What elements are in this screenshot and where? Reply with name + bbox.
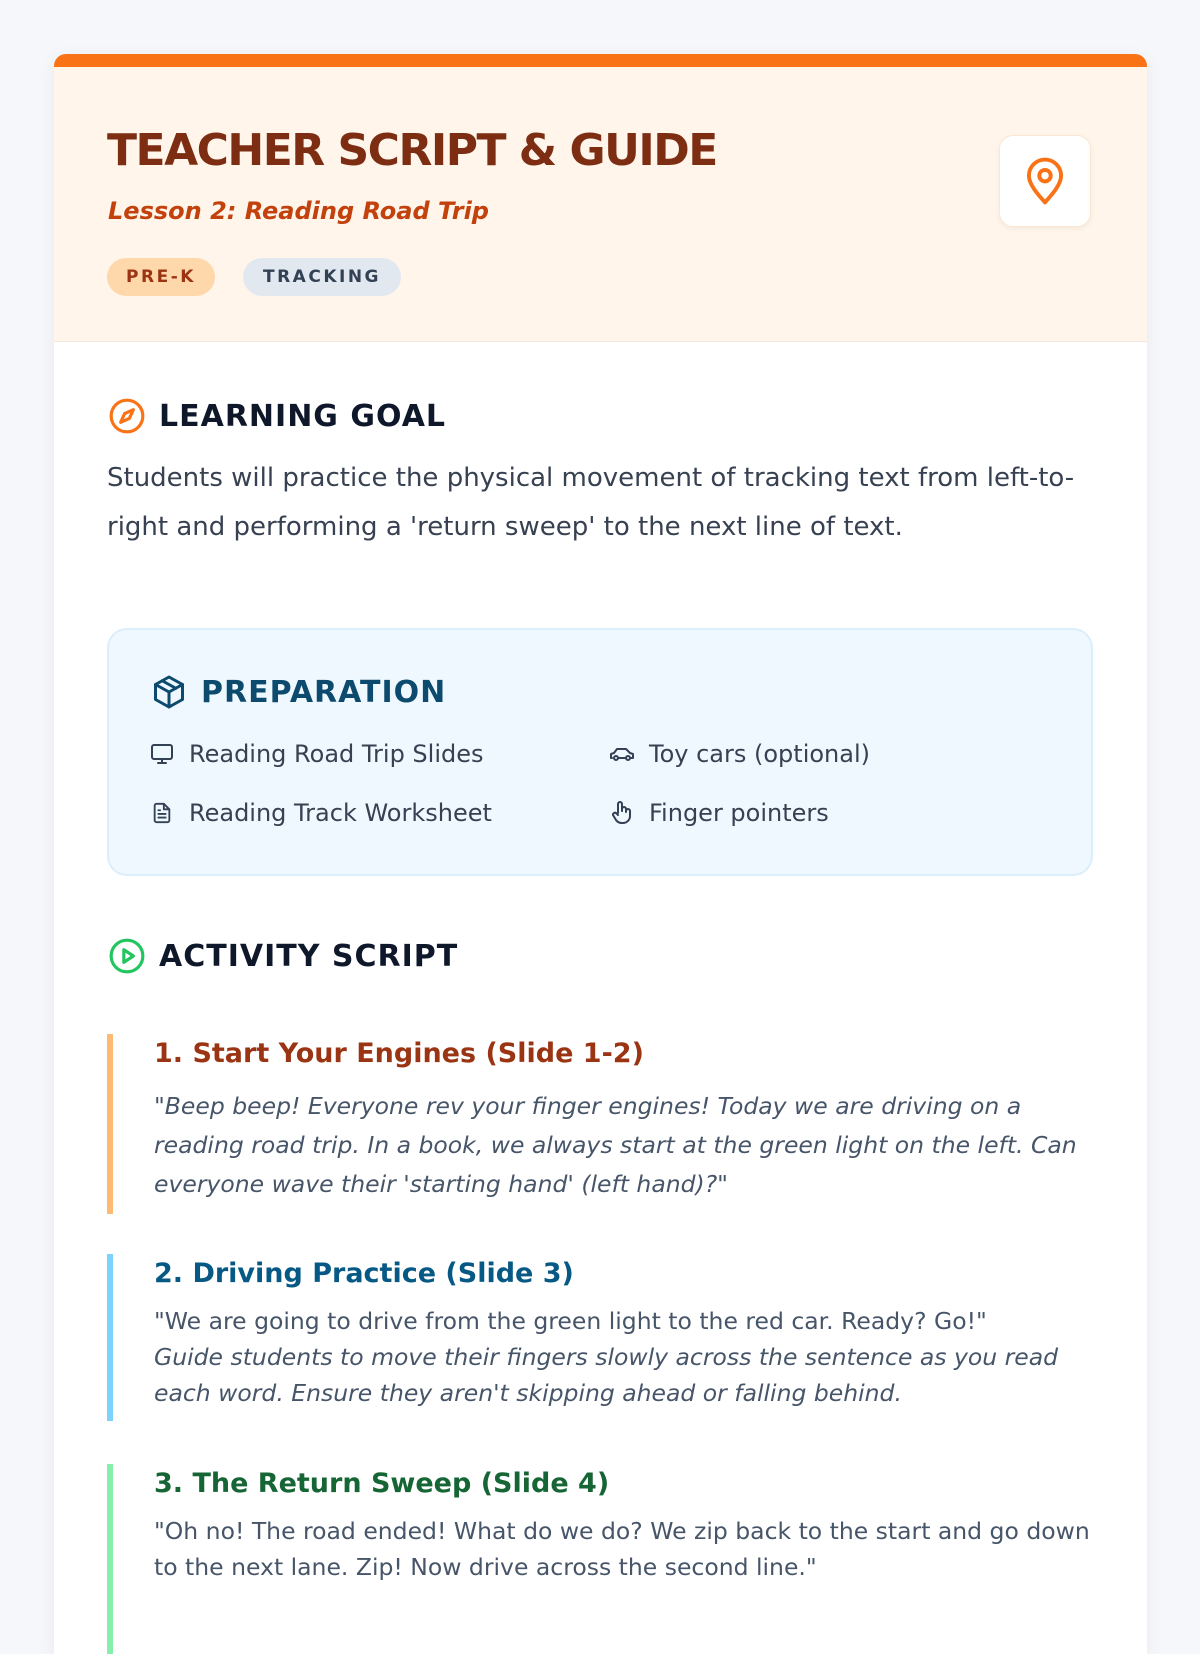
lesson-subtitle: Lesson 2: Reading Road Trip: [108, 197, 489, 225]
step-script: "Beep beep! Everyone rev your finger engines! Today we are driving on a reading road trip. In a book, we always start at the green light on the left. Can everyone wave their 'starting hand' (left hand)?": [154, 1092, 1077, 1198]
step-title: 3. The Return Sweep (Slide 4): [154, 1468, 610, 1499]
topic-badge: TRACKING: [243, 258, 401, 296]
document-icon: [149, 800, 175, 826]
step-accent-bar: [107, 1464, 113, 1654]
pointer-hand-icon: [609, 800, 635, 826]
car-icon: [609, 741, 635, 767]
map-pin-icon: [999, 135, 1091, 227]
prep-item-toy-cars: [609, 740, 870, 768]
step-title: 2. Driving Practice (Slide 3): [154, 1258, 574, 1289]
activity-step-3: [107, 1464, 1093, 1654]
step-script: "Oh no! The road ended! What do we do? We zip back to the start and go down to the next lane. Zip! Now drive across the second line.": [154, 1517, 1090, 1581]
compass-icon: [107, 396, 147, 436]
step-guidance-note: Guide students to move their fingers slowly across the sentence as you read each word. Ensure they aren't skipping ahead or falling behind.: [154, 1343, 1059, 1407]
prep-item-label: Reading Road Trip Slides: [189, 740, 484, 768]
play-circle-icon: [107, 936, 147, 976]
accent-top-bar: [54, 54, 1147, 67]
learning-goal-title: LEARNING GOAL: [159, 398, 447, 434]
prep-item-label: Finger pointers: [649, 799, 829, 827]
monitor-icon: [149, 741, 175, 767]
activity-script-heading: [107, 936, 458, 976]
prep-item-slides: [149, 740, 484, 768]
prep-item-worksheet: [149, 799, 492, 827]
guide-header: [54, 67, 1147, 342]
grade-badge: PRE-K: [107, 258, 215, 296]
activity-step-1: [107, 1034, 1093, 1214]
box-icon: [149, 672, 189, 712]
page-title: TEACHER SCRIPT & GUIDE: [107, 125, 717, 176]
prep-item-label: Reading Track Worksheet: [189, 799, 492, 827]
preparation-panel: [107, 628, 1093, 876]
step-title: 1. Start Your Engines (Slide 1-2): [154, 1038, 644, 1069]
prep-item-finger-pointers: [609, 799, 829, 827]
preparation-heading: [149, 672, 446, 712]
preparation-title: PREPARATION: [201, 674, 447, 710]
activity-script-title: ACTIVITY SCRIPT: [159, 938, 459, 974]
learning-goal-text: Students will practice the physical movement of tracking text from left-to-right and performing a 'return sweep' to the next line of text.: [107, 463, 1075, 542]
step-accent-bar: [107, 1254, 113, 1421]
teacher-guide-card: [54, 54, 1147, 1654]
step-script: "We are going to drive from the green light to the red car. Ready? Go!": [154, 1307, 987, 1335]
step-accent-bar: [107, 1034, 113, 1214]
learning-goal-heading: [107, 396, 446, 436]
prep-item-label: Toy cars (optional): [649, 740, 870, 768]
activity-step-2: [107, 1254, 1093, 1421]
